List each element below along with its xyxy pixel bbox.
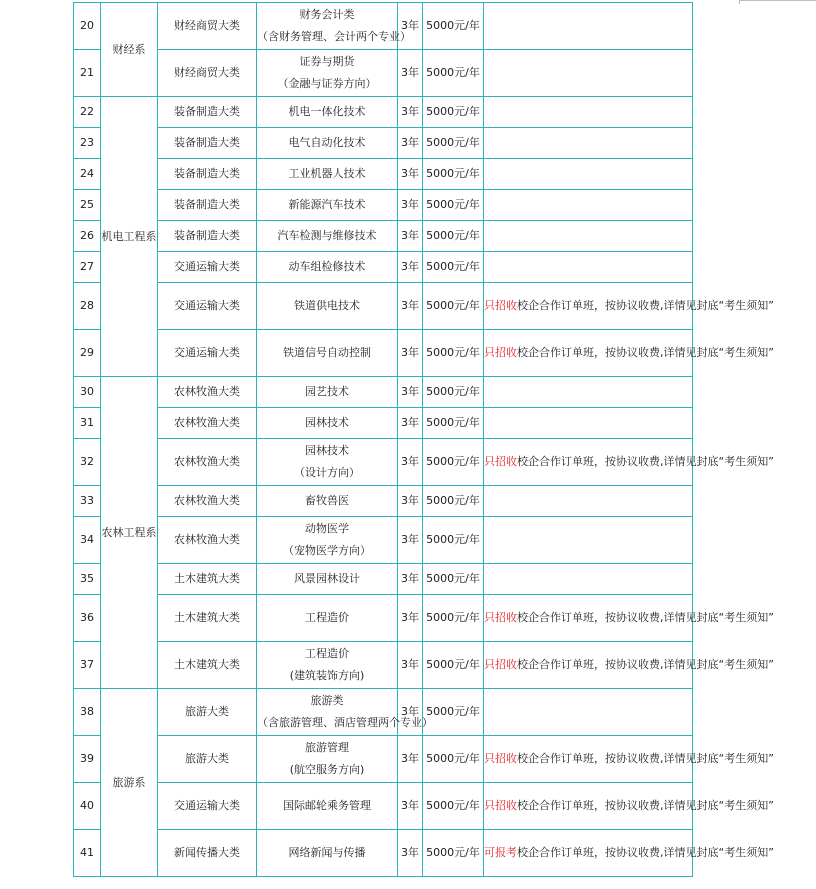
tuition-cell: 5000元/年 [423,595,484,642]
tuition-cell: 5000元/年 [423,642,484,689]
category-cell: 财经商贸大类 [158,50,257,97]
remark-highlight: 可报考 [484,846,517,859]
row-number: 28 [74,283,101,330]
major-cell [257,439,398,486]
remark-text: 校企合作订单班，按协议收费,详情见封底“考生须知” [517,455,774,468]
remark-cell [484,642,774,689]
major-cell [257,377,398,408]
remark-cell [484,439,774,486]
major-name: 旅游类 [310,694,344,707]
category-cell: 新闻传播大类 [158,830,257,877]
table-row [74,97,693,128]
major-name: 园林技术 [305,444,349,457]
table-row [74,3,693,50]
duration-cell: 3年 [398,783,423,830]
category-cell: 土木建筑大类 [158,564,257,595]
table-row [74,517,693,564]
tuition-cell: 5000元/年 [423,408,484,439]
tuition-cell: 5000元/年 [423,517,484,564]
major-name: 旅游管理 [305,741,349,754]
row-number: 36 [74,595,101,642]
remark-text: 校企合作订单班，按协议收费,详情见封底“考生须知” [517,346,774,359]
remark-highlight: 只招收 [484,658,517,671]
department-cell: 农林工程系 [101,377,158,689]
tuition-cell: 5000元/年 [423,252,484,283]
remark-cell [484,128,693,159]
major-cell [257,830,398,877]
major-name: 网络新闻与传播 [288,846,366,859]
remark-highlight: 只招收 [484,611,517,624]
major-cell [257,190,398,221]
row-number: 30 [74,377,101,408]
duration-cell: 3年 [398,486,423,517]
major-cell [257,564,398,595]
remark-text: 校企合作订单班，按协议收费,详情见封底“考生须知” [517,299,774,312]
category-cell: 土木建筑大类 [158,595,257,642]
major-name: 工业机器人技术 [288,167,366,180]
major-cell [257,736,398,783]
tuition-cell: 5000元/年 [423,689,484,736]
major-name: 证券与期货 [299,55,355,68]
tuition-cell: 5000元/年 [423,128,484,159]
row-number: 40 [74,783,101,830]
remark-text: 校企合作订单班，按协议收费,详情见封底“考生须知” [517,611,774,624]
major-name: 工程造价 [305,647,349,660]
page-corner-tick [739,0,740,4]
category-cell: 旅游大类 [158,736,257,783]
row-number: 33 [74,486,101,517]
major-name: 动物医学 [305,522,349,535]
remark-cell [484,689,693,736]
tuition-cell: 5000元/年 [423,221,484,252]
duration-cell: 3年 [398,159,423,190]
major-cell [257,159,398,190]
table-row [74,736,693,783]
remark-cell [484,736,774,783]
major-cell [257,252,398,283]
major-name: 汽车检测与维修技术 [277,229,377,242]
duration-cell: 3年 [398,50,423,97]
major-cell [257,486,398,517]
remark-cell [484,408,693,439]
table-row [74,564,693,595]
duration-cell: 3年 [398,830,423,877]
tuition-cell: 5000元/年 [423,564,484,595]
major-detail: （含财务管理、会计两个专业） [257,30,411,43]
table-row [74,128,693,159]
duration-cell: 3年 [398,252,423,283]
tuition-cell: 5000元/年 [423,486,484,517]
tuition-cell: 5000元/年 [423,783,484,830]
remark-text: 校企合作订单班，按协议收费,详情见封底“考生须知” [517,846,774,859]
row-number: 23 [74,128,101,159]
duration-cell: 3年 [398,283,423,330]
major-name: 机电一体化技术 [288,105,366,118]
major-name: 园艺技术 [305,385,349,398]
category-cell: 交通运输大类 [158,783,257,830]
major-name: 动车组检修技术 [288,260,366,273]
row-number: 27 [74,252,101,283]
tuition-cell: 5000元/年 [423,50,484,97]
remark-cell [484,377,693,408]
major-detail: (航空服务方向) [289,763,365,776]
duration-cell: 3年 [398,221,423,252]
duration-cell: 3年 [398,595,423,642]
major-cell [257,330,398,377]
duration-cell: 3年 [398,564,423,595]
table-row [74,377,693,408]
table-row [74,190,693,221]
major-detail: （宠物医学方向） [283,544,371,557]
remark-highlight: 只招收 [484,455,517,468]
category-cell: 农林牧渔大类 [158,377,257,408]
enrollment-table-body [74,3,774,877]
tuition-cell: 5000元/年 [423,830,484,877]
category-cell: 装备制造大类 [158,221,257,252]
duration-cell: 3年 [398,642,423,689]
table-row [74,486,693,517]
category-cell: 财经商贸大类 [158,3,257,50]
category-cell: 农林牧渔大类 [158,486,257,517]
remark-cell [484,783,774,830]
tuition-cell: 5000元/年 [423,190,484,221]
category-cell: 旅游大类 [158,689,257,736]
row-number: 34 [74,517,101,564]
category-cell: 装备制造大类 [158,128,257,159]
remark-cell [484,252,693,283]
tuition-cell: 5000元/年 [423,330,484,377]
major-detail: (建筑装饰方向) [289,669,365,682]
table-row [74,252,693,283]
tuition-cell: 5000元/年 [423,97,484,128]
enrollment-table [73,2,774,877]
major-name: 国际邮轮乘务管理 [283,799,371,812]
remark-cell [484,159,693,190]
table-row [74,830,693,877]
table-row [74,221,693,252]
major-name: 铁道信号自动控制 [283,346,371,359]
row-number: 26 [74,221,101,252]
row-number: 24 [74,159,101,190]
duration-cell: 3年 [398,330,423,377]
tuition-cell: 5000元/年 [423,159,484,190]
table-row [74,159,693,190]
department-cell: 机电工程系 [101,97,158,377]
table-row [74,330,693,377]
remark-cell [484,190,693,221]
row-number: 32 [74,439,101,486]
row-number: 38 [74,689,101,736]
remark-text: 校企合作订单班，按协议收费,详情见封底“考生须知” [517,799,774,812]
remark-cell [484,517,693,564]
row-number: 41 [74,830,101,877]
table-row [74,408,693,439]
tuition-cell: 5000元/年 [423,283,484,330]
tuition-cell: 5000元/年 [423,439,484,486]
major-name: 铁道供电技术 [294,299,360,312]
major-name: 风景园林设计 [294,572,360,585]
major-cell [257,783,398,830]
major-name: 园林技术 [305,416,349,429]
page-corner-mark [739,0,816,4]
major-cell [257,595,398,642]
tuition-cell: 5000元/年 [423,3,484,50]
remark-cell [484,595,774,642]
category-cell: 装备制造大类 [158,190,257,221]
major-cell [257,517,398,564]
category-cell: 农林牧渔大类 [158,517,257,564]
remark-text: 校企合作订单班，按协议收费,详情见封底“考生须知” [517,752,774,765]
row-number: 20 [74,3,101,50]
duration-cell: 3年 [398,408,423,439]
duration-cell: 3年 [398,97,423,128]
remark-highlight: 只招收 [484,299,517,312]
major-cell [257,221,398,252]
major-detail: （金融与证券方向） [277,77,377,90]
remark-highlight: 只招收 [484,346,517,359]
row-number: 35 [74,564,101,595]
major-cell [257,97,398,128]
table-row [74,595,693,642]
row-number: 29 [74,330,101,377]
remark-cell [484,486,693,517]
remark-highlight: 只招收 [484,799,517,812]
major-name: 新能源汽车技术 [288,198,366,211]
row-number: 25 [74,190,101,221]
major-cell [257,50,398,97]
row-number: 37 [74,642,101,689]
remark-highlight: 只招收 [484,752,517,765]
major-name: 财务会计类 [299,8,355,21]
category-cell: 农林牧渔大类 [158,408,257,439]
row-number: 39 [74,736,101,783]
table-row [74,689,693,736]
table-row [74,642,693,689]
major-cell [257,128,398,159]
remark-cell [484,3,693,50]
duration-cell: 3年 [398,3,423,50]
remark-cell [484,830,774,877]
category-cell: 交通运输大类 [158,330,257,377]
category-cell: 装备制造大类 [158,97,257,128]
duration-cell: 3年 [398,190,423,221]
remark-cell [484,283,774,330]
category-cell: 交通运输大类 [158,283,257,330]
row-number: 31 [74,408,101,439]
duration-cell: 3年 [398,128,423,159]
row-number: 22 [74,97,101,128]
category-cell: 装备制造大类 [158,159,257,190]
remark-cell [484,330,774,377]
remark-cell [484,97,693,128]
duration-cell: 3年 [398,517,423,564]
major-name: 工程造价 [305,611,349,624]
category-cell: 土木建筑大类 [158,642,257,689]
category-cell: 农林牧渔大类 [158,439,257,486]
table-row [74,50,693,97]
remark-cell [484,221,693,252]
major-name: 畜牧兽医 [305,494,349,507]
table-row [74,439,693,486]
department-cell: 旅游系 [101,689,158,877]
tuition-cell: 5000元/年 [423,736,484,783]
remark-text: 校企合作订单班，按协议收费,详情见封底“考生须知” [517,658,774,671]
remark-cell [484,50,693,97]
table-row [74,283,693,330]
row-number: 21 [74,50,101,97]
duration-cell: 3年 [398,736,423,783]
major-detail: （含旅游管理、酒店管理两个专业） [257,716,433,729]
duration-cell: 3年 [398,689,423,736]
major-name: 电气自动化技术 [288,136,366,149]
duration-cell: 3年 [398,377,423,408]
major-detail: （设计方向） [294,466,360,479]
table-row [74,783,693,830]
category-cell: 交通运输大类 [158,252,257,283]
major-cell [257,283,398,330]
duration-cell: 3年 [398,439,423,486]
department-cell: 财经系 [101,3,158,97]
tuition-cell: 5000元/年 [423,377,484,408]
major-cell [257,408,398,439]
major-cell [257,642,398,689]
remark-cell [484,564,693,595]
